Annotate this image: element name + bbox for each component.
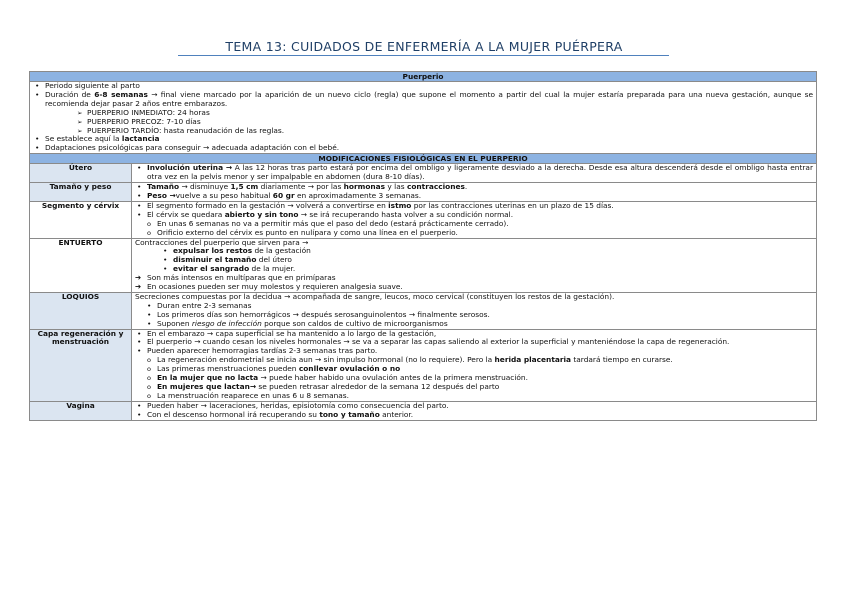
page-title: TEMA 13: CUIDADOS DE ENFERMERÍA A LA MUJER PUÉRPERA — [225, 39, 623, 54]
row-label: Vagina — [30, 401, 132, 420]
document-body — [29, 71, 817, 421]
text: En ocasiones pueden ser muy molestos y requieren analgesia suave. — [147, 282, 403, 292]
text-bold: herida placentaria — [494, 355, 572, 365]
text: En el embarazo → capa superficial se ha mantenido a lo largo de la gestación, — [147, 328, 437, 338]
text: de la gestación — [252, 246, 311, 256]
list-item — [135, 192, 813, 201]
text: Contracciones del puerperio que sirven para → — [135, 237, 309, 247]
list-item — [33, 144, 813, 153]
puerperio-content — [30, 82, 817, 154]
row-label: ENTUERTO — [30, 238, 132, 292]
text: Se establece aquí la — [45, 134, 122, 144]
table-row — [30, 401, 817, 420]
text: vuelve a su peso habitual — [175, 190, 273, 200]
row-content — [132, 401, 817, 420]
row-label: Tamaño y peso — [30, 183, 132, 202]
text: anterior. — [379, 409, 414, 419]
modificaciones-table — [29, 153, 817, 420]
row-content — [132, 329, 817, 401]
list-item — [145, 392, 813, 401]
text: Ddaptaciones psicológicas para conseguir → adecuada adaptación con el bebé. — [45, 143, 340, 153]
text-bold: 60 gr — [272, 190, 295, 200]
text: Suponen — [157, 318, 192, 328]
text: Duran entre 2-3 semanas — [157, 300, 252, 310]
puerperio-table — [29, 71, 817, 154]
text: Son más intensos en multíparas que en primíparas — [147, 273, 336, 283]
text: del útero — [256, 255, 292, 265]
text-bold: Involución uterina → — [147, 163, 233, 173]
text: tardará tiempo en curarse. — [571, 355, 673, 365]
list-item — [135, 283, 813, 292]
text-bold: lactancia — [121, 134, 160, 144]
row-label: Útero — [30, 164, 132, 183]
text-bold: evitar el sangrado — [173, 264, 250, 274]
table-row — [30, 164, 817, 183]
text-italic: riesgo de infección — [191, 318, 262, 328]
text: Pueden haber → laceraciones, heridas, episiotomía como consecuencia del parto. — [147, 400, 449, 410]
text-bold: Peso → — [147, 190, 176, 200]
text: porque son caldos de cultivo de microorganismos — [261, 318, 448, 328]
text-bold: expulsar los restos — [173, 246, 253, 256]
row-content — [132, 292, 817, 329]
text: Las primeras menstruaciones pueden — [157, 364, 299, 374]
modificaciones-header: MODIFICACIONES FISIOLÓGICAS EN EL PUERPERIO — [30, 154, 817, 164]
text: diariamente → por las — [258, 182, 344, 192]
text-bold: istmo — [388, 200, 412, 210]
puerperio-header: Puerperio — [30, 72, 817, 82]
text: Periodo siguiente al parto — [45, 81, 140, 90]
text-bold: disminuir el tamaño — [173, 255, 257, 265]
table-row — [30, 183, 817, 202]
table-row — [30, 201, 817, 238]
text: A las 12 horas tras parto estará por encima del ombligo y ligeramente desviado a la derecha. Desde esa altura descenderá desde el ombligo hasta entrar otra vez en la pelvis menor y ser impalpable en abdomen (dura 8-10 días). — [147, 163, 813, 182]
text: por las contracciones uterinas en un plazo de 15 días. — [411, 200, 614, 210]
text: Secreciones compuestas por la decidua → acompañada de sangre, leucos, moco cervical (constituyen los restos de la gestación). — [135, 291, 615, 301]
text: Con el descenso hormonal irá recuperando su — [147, 409, 320, 419]
list-item — [145, 320, 813, 329]
text: de la mujer. — [249, 264, 296, 274]
list-item — [135, 411, 813, 420]
text: El segmento formado en la gestación → volverá a convertirse en — [147, 200, 389, 210]
text-bold: contracciones — [406, 182, 465, 192]
list-item — [145, 229, 813, 238]
text: Pueden aparecer hemorragias tardías 2-3 semanas tras parto. — [147, 346, 378, 356]
text-bold: abierto y sin tono — [224, 209, 299, 219]
text: → final viene marcado por la aparición de un nuevo ciclo (regla) que supone el momento a partir del cual la mujer estaría preparada para una nueva gestación, aunque se recomienda dejar pasar 2 años entre embarazos. — [45, 89, 813, 108]
text-bold: En la mujer que no lacta — [157, 373, 259, 383]
row-content — [132, 238, 817, 292]
table-row — [30, 292, 817, 329]
text-bold: 1,5 cm — [230, 182, 259, 192]
text-bold: En mujeres que lactan→ — [157, 382, 257, 391]
list-item — [135, 164, 813, 182]
row-label: Segmento y cérvix — [30, 201, 132, 238]
row-content — [132, 164, 817, 183]
text: PUERPERIO PRECOZ: 7-10 días — [87, 116, 201, 126]
text-bold: Tamaño — [147, 182, 180, 192]
text: La regeneración endometrial se inicia aun → sin impulso hormonal (no lo requiere). Pero la — [157, 355, 495, 365]
text: La menstruación reaparece en unas 6 u 8 semanas. — [157, 390, 350, 400]
text: El puerperio → cuando cesan los niveles hormonales → se va a separar las capas saliendo al exterior la superficial y manteniéndose la capa de regeneración. — [147, 337, 730, 347]
title-underline — [178, 55, 669, 56]
text: El cérvix se quedara — [147, 209, 225, 219]
text-bold: conllevar ovulación o no — [298, 364, 401, 374]
table-row — [30, 329, 817, 401]
text: → puede haber habido una ovulación antes de la primera menstruación. — [258, 373, 528, 383]
text: PUERPERIO TARDÍO: hasta reanudación de las reglas. — [87, 125, 285, 135]
text: PUERPERIO INMEDIATO: 24 horas — [87, 107, 210, 117]
text: En unas 6 semanas no va a permitir más que el paso del dedo (estará prácticamente cerrado). — [157, 218, 509, 228]
text: . — [464, 182, 468, 192]
list-item — [75, 127, 813, 136]
text-bold: tono y tamaño — [319, 409, 380, 419]
text: y las — [385, 182, 407, 192]
text: Duración de — [45, 89, 95, 99]
list-item — [33, 91, 813, 109]
text: → disminuye — [179, 182, 231, 192]
row-content — [132, 183, 817, 202]
text-bold: 6-8 semanas — [94, 89, 148, 99]
row-content — [132, 201, 817, 238]
text: se pueden retrasar alrededor de la semana 12 después del parto — [256, 382, 500, 391]
text: → se irá recuperando hasta volver a su condición normal. — [298, 209, 514, 219]
text: Orificio externo del cérvix es punto en nulípara y como una línea en el puerperio. — [157, 227, 458, 237]
table-row — [30, 238, 817, 292]
text-bold: hormonas — [343, 182, 386, 192]
row-label: LOQUIOS — [30, 292, 132, 329]
text: Los primeros días son hemorrágicos → después serosanguinolentos → finalmente serosos. — [157, 309, 490, 319]
text: en aproximadamente 3 semanas. — [294, 190, 422, 200]
row-label: Capa regeneración y menstruación — [30, 329, 132, 401]
